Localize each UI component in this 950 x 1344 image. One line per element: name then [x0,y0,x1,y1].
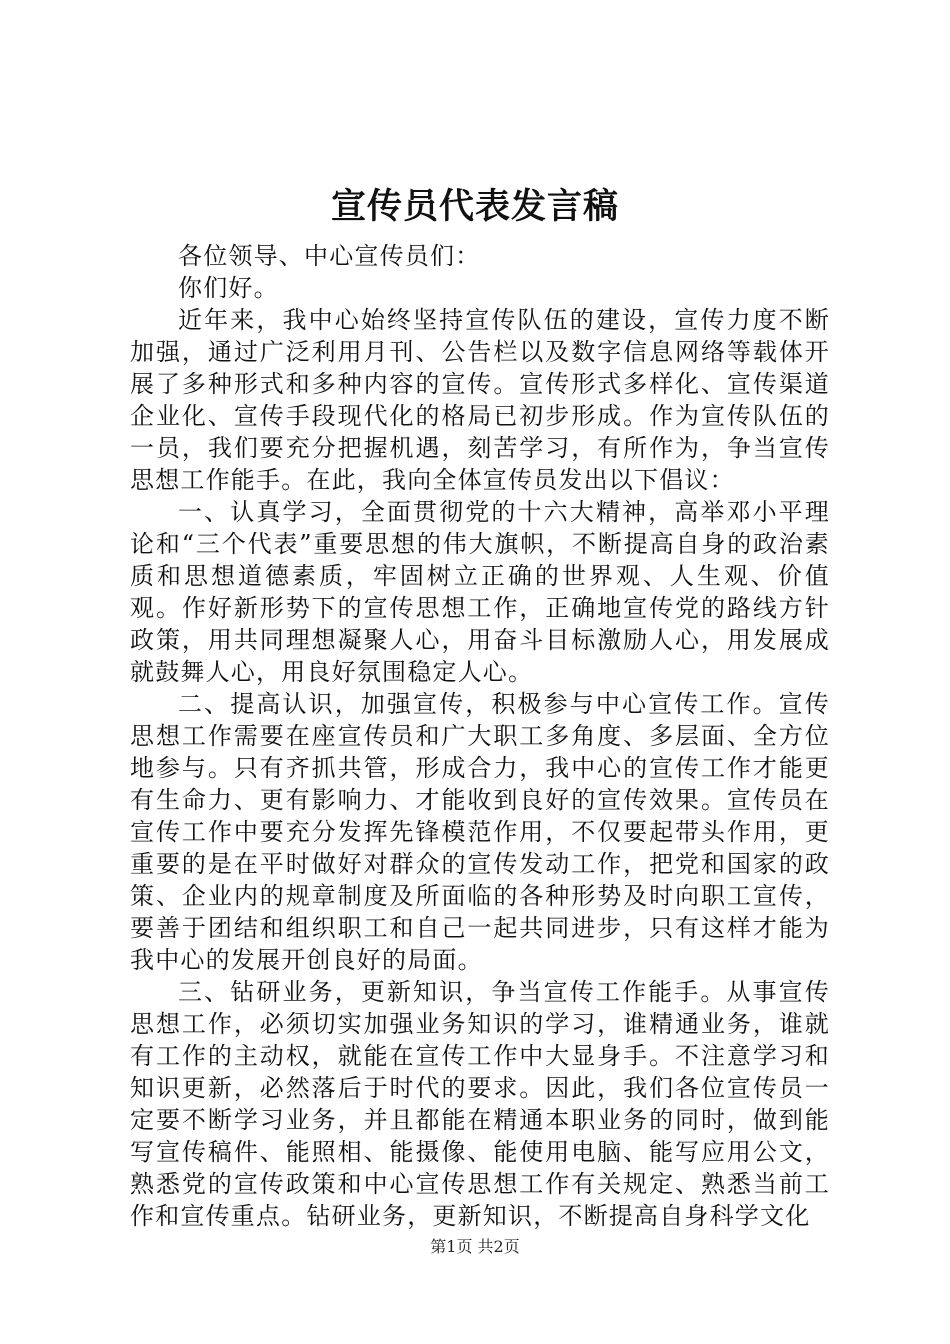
document-title: 宣传员代表发言稿 [330,186,619,227]
document-body [130,240,830,1232]
proposal-two-paragraph: 二、提高认识，加强宣传，积极参与中心宣传工作。宣传思想工作需要在座宣传员和广大职工多角度、多层面、全方位地参与。只有齐抓共管，形成合力，我中心的宣传工作才能更有生命力、更有影响力、才能收到良好的宣传效果。宣传员在宣传工作中要充分发挥先锋模范作用，不仅要起带头作用，更重要的是在平时做好对群众的宣传发动工作，把党和国家的政策、企业内的规章制度及所面临的各种形势及时向职工宣传，要善于团结和组织职工和自己一起共同进步，只有这样才能为我中心的发展开创良好的局面。 [130,690,830,974]
greeting-line: 各位领导、中心宣传员们： [178,242,481,270]
proposal-three-paragraph: 三、钻研业务，更新知识，争当宣传工作能手。从事宣传思想工作，必须切实加强业务知识的学习，谁精通业务，谁就有工作的主动权，就能在宣传工作中大显身手。不注意学习和知识更新，必然落后于时代的要求。因此，我们各位宣传员一定要不断学习业务，并且都能在精通本职业务的同时，做到能写宣传稿件、能照相、能摄像、能使用电脑、能写应用公文，熟悉党的宣传政策和中心宣传思想工作有关规定、熟悉当前工作和宣传重点。钻研业务，更新知识，不断提高自身科学文化 [130,978,830,1230]
proposal-one-paragraph: 一、认真学习，全面贯彻党的十六大精神，高举邓小平理论和“三个代表”重要思想的伟大旗帜，不断提高自身的政治素质和思想道德素质，牢固树立正确的世界观、人生观、价值观。作好新形势下的宣传思想工作，正确地宣传党的路线方针政策，用共同理想凝聚人心，用奋斗目标激励人心，用发展成就鼓舞人心，用良好氛围稳定人心。 [130,498,830,686]
page-number-footer: 第1页 共2页 [430,1237,520,1256]
intro-paragraph: 近年来，我中心始终坚持宣传队伍的建设，宣传力度不断加强，通过广泛利用月刊、公告栏以及数字信息网络等载体开展了多种形式和多种内容的宣传。宣传形式多样化、宣传渠道企业化、宣传手段现代化的格局已初步形成。作为宣传队伍的一员，我们要充分把握机遇，刻苦学习，有所作为，争当宣传思想工作能手。在此，我向全体宣传员发出以下倡议： [130,306,830,494]
salutation-line: 你们好。 [178,274,279,302]
